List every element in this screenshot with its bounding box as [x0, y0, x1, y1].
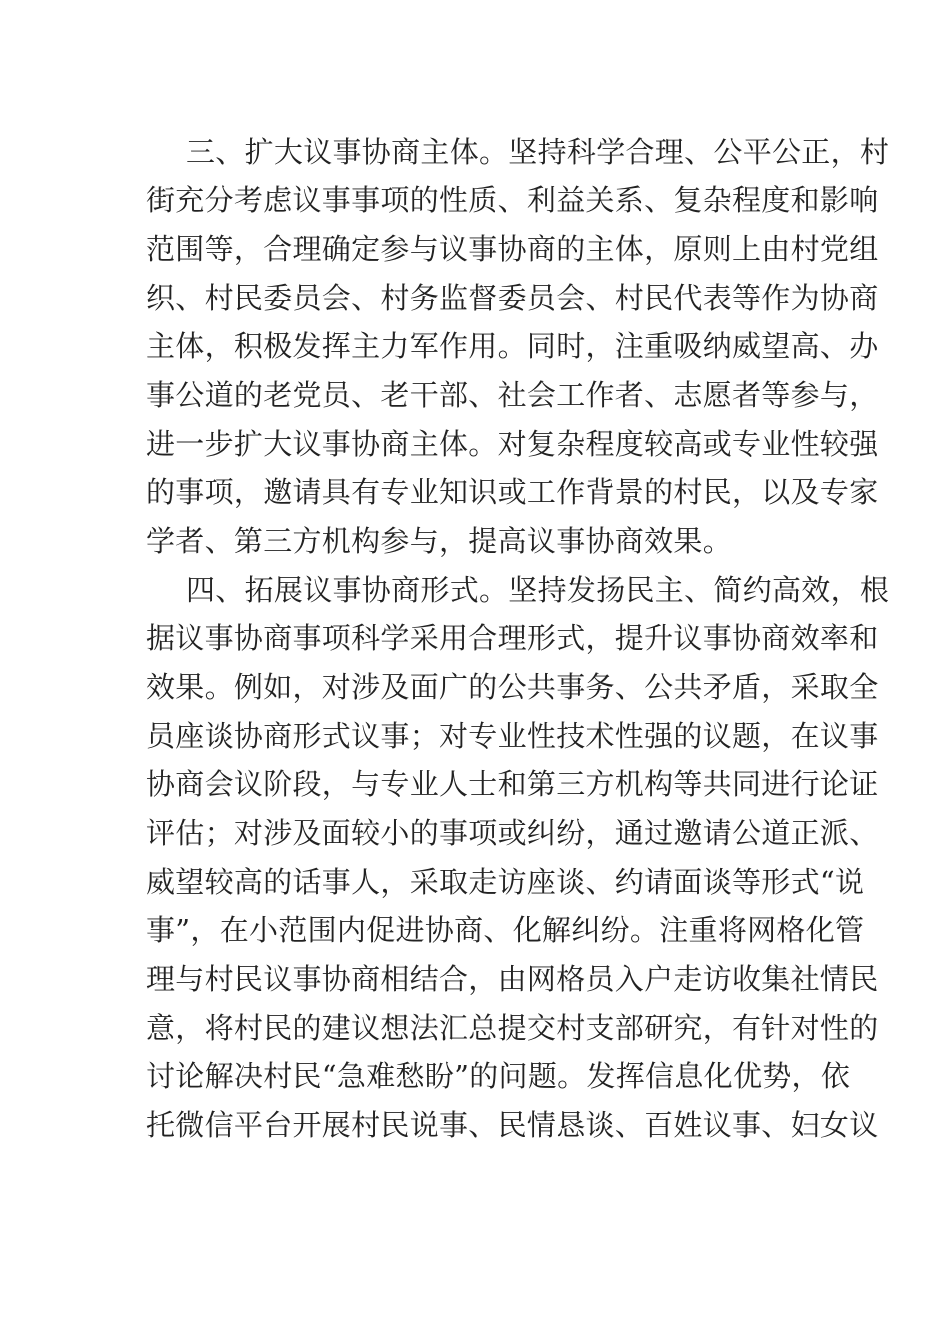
paragraph-3-line-4: 织、村民委员会、村务监督委员会、村民代表等作为协商 — [146, 281, 879, 315]
paragraph-4-line-4: 员座谈协商形式议事；对专业性技术性强的议题，在议事 — [146, 719, 879, 753]
paragraph-4-line-12: 托微信平台开展村民说事、民情恳谈、百姓议事、妇女议 — [146, 1108, 879, 1142]
paragraph-4-line-8: 事”，在小范围内促进协商、化解纠纷。注重将网格化管 — [146, 913, 865, 947]
paragraph-4-line-7: 威望较高的话事人，采取走访座谈、约请面谈等形式“说 — [146, 865, 865, 899]
paragraph-3-line-7: 进一步扩大议事协商主体。对复杂程度较高或专业性较强 — [146, 427, 879, 461]
paragraph-4-line-2: 据议事协商事项科学采用合理形式，提升议事协商效率和 — [146, 621, 879, 655]
paragraph-3-line-1: 三、扩大议事协商主体。坚持科学合理、公平公正，村 — [186, 135, 890, 169]
paragraph-4-line-11: 讨论解决村民“急难愁盼”的问题。发挥信息化优势，依 — [146, 1059, 851, 1093]
paragraph-4-line-6: 评估；对涉及面较小的事项或纠纷，通过邀请公道正派、 — [146, 816, 879, 850]
paragraph-4-line-9: 理与村民议事协商相结合，由网格员入户走访收集社情民 — [146, 962, 879, 996]
paragraph-3-line-8: 的事项，邀请具有专业知识或工作背景的村民，以及专家 — [146, 475, 879, 509]
paragraph-4-line-10: 意，将村民的建议想法汇总提交村支部研究，有针对性的 — [146, 1011, 879, 1045]
paragraph-4-line-3: 效果。例如，对涉及面广的公共事务、公共矛盾，采取全 — [146, 670, 879, 704]
paragraph-4-line-1: 四、拓展议事协商形式。坚持发扬民主、简约高效，根 — [186, 573, 890, 607]
paragraph-4-line-5: 协商会议阶段，与专业人士和第三方机构等共同进行论证 — [146, 767, 879, 801]
paragraph-3-line-2: 街充分考虑议事事项的性质、利益关系、复杂程度和影响 — [146, 183, 879, 217]
paragraph-3-line-5: 主体，积极发挥主力军作用。同时，注重吸纳威望高、办 — [146, 329, 879, 363]
paragraph-3-line-3: 范围等，合理确定参与议事协商的主体，原则上由村党组 — [146, 232, 879, 266]
paragraph-3-line-9: 学者、第三方机构参与，提高议事协商效果。 — [146, 524, 733, 558]
paragraph-3-line-6: 事公道的老党员、老干部、社会工作者、志愿者等参与， — [146, 378, 879, 412]
